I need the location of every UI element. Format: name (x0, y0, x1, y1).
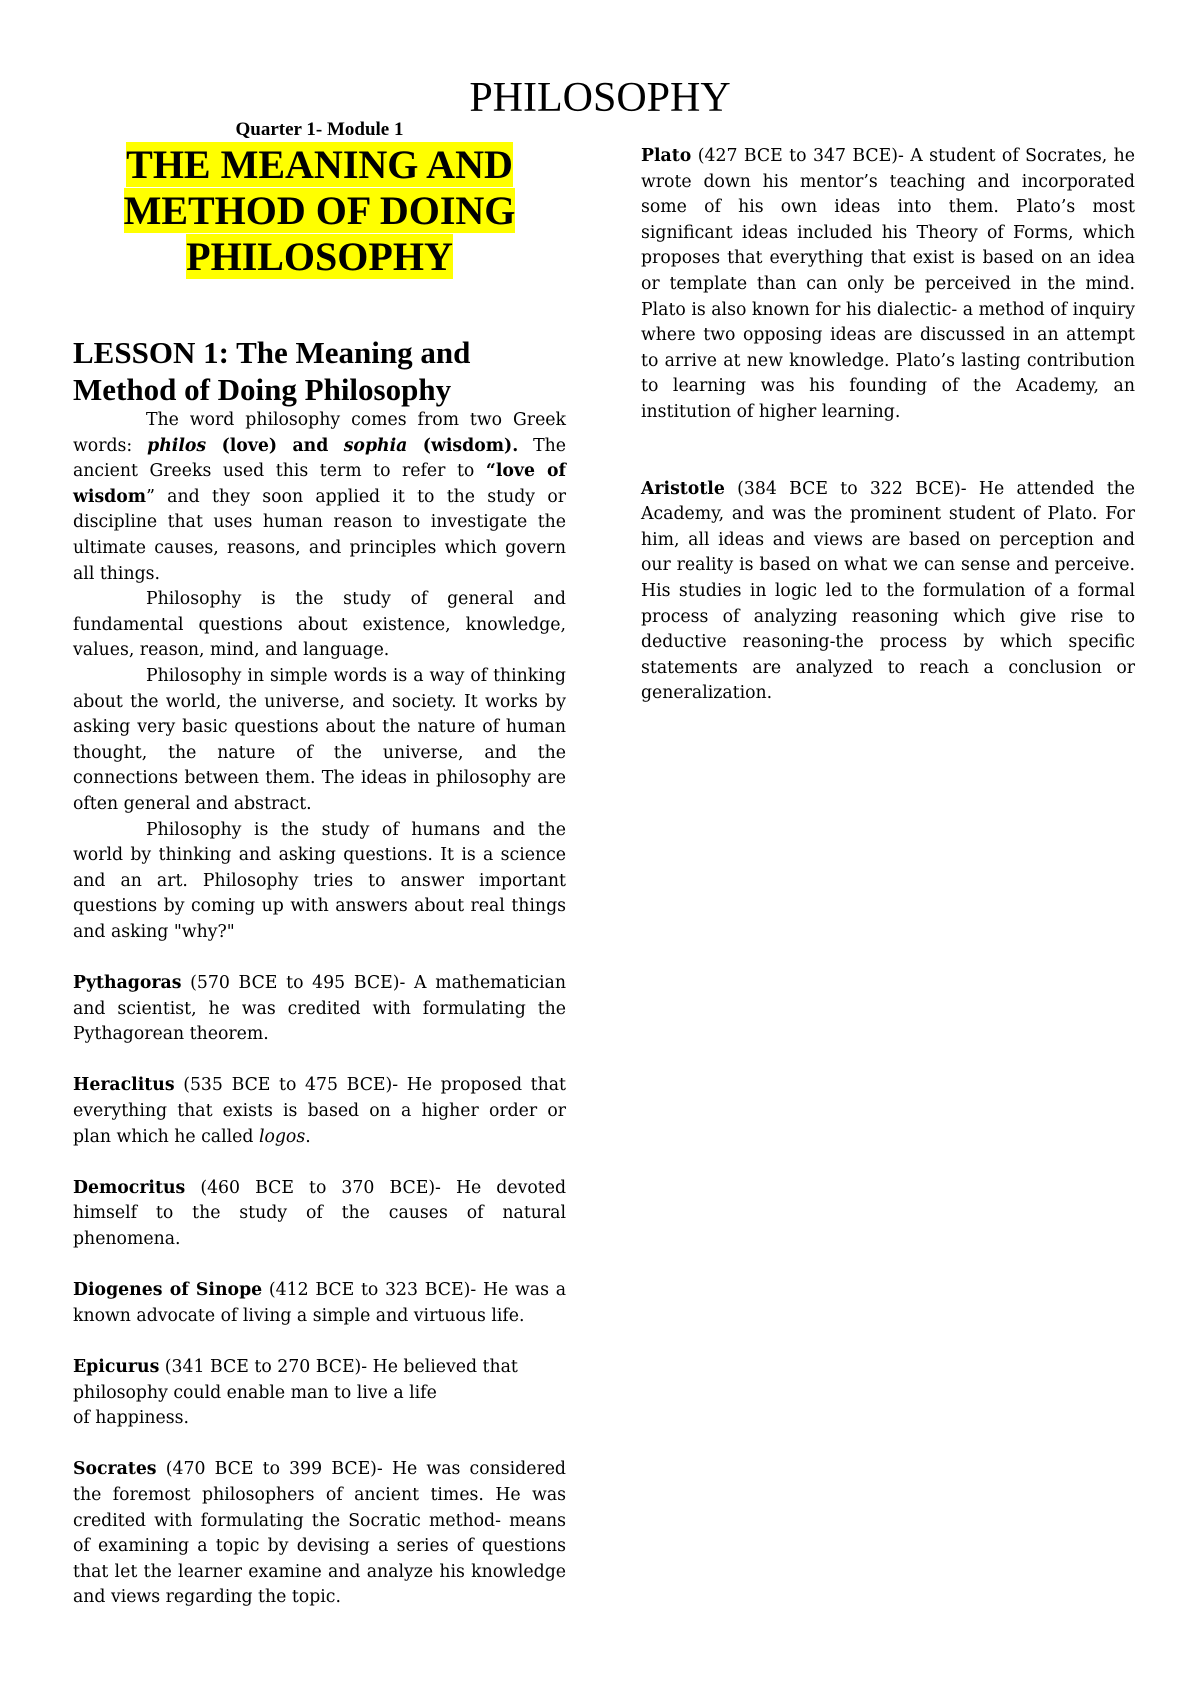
page-title: PHILOSOPHY (469, 75, 731, 121)
lesson-title: LESSON 1: The Meaning and Method of Doing Philosophy (73, 335, 471, 407)
philosopher-entry (73, 1278, 566, 1329)
term-logos: logos (258, 1126, 306, 1147)
philosopher-entry (73, 1073, 566, 1150)
philosopher-description-cont: of happiness. (73, 1408, 189, 1429)
punctuation: . (305, 1126, 311, 1147)
lesson-paragraph: Philosophy is the study of humans and the world by thinking and asking questions. It is a science and an art. Philosophy tries to answer important questions by coming up with answers about real things and asking "why?" (73, 819, 566, 942)
term-wisdom: (wisdom). (407, 435, 519, 456)
left-column (73, 118, 566, 1611)
module-title-line: PHILOSOPHY (186, 234, 453, 279)
philosopher-name: Democritus (73, 1177, 186, 1198)
philosopher-entry (641, 144, 1135, 426)
philosopher-name: Epicurus (73, 1356, 160, 1377)
philosopher-description: (535 BCE to 475 BCE)- He proposed that everything that exists is based on a higher order or plan which he called (73, 1075, 566, 1147)
term-love-of-wisdom: “love of wisdom (73, 461, 566, 507)
philosopher-description: (384 BCE to 322 BCE)- He attended the Academy, and was the prominent student of Plato. For him, all ideas and views are based on perception and our reality is based on what we can sense and perceive. His studies in logic led to the formulation of a formal process of analyzing reasoning which give rise to deductive reasoning-the process by which specific statements are analyzed to reach a conclusion or generalization. (641, 478, 1135, 704)
paragraph-text: The word philosophy comes from two Greek words: (73, 410, 566, 456)
philosopher-entry (73, 1355, 566, 1432)
philosopher-name: Heraclitus (73, 1075, 175, 1096)
philosopher-name: Socrates (73, 1459, 157, 1480)
philosopher-description: (427 BCE to 347 BCE)- A student of Socrates, he wrote down his mentor’s teaching and incorporated some of his own ideas into them. Plato’s most significant ideas included his Theory of Forms, which proposes that everything that exist is based on an idea or template than can only be perceived in the mind. Plato is also known for his dialectic- a method of inquiry where two opposing ideas are discussed in an attempt to arrive at new knowledge. Plato’s lasting contribution to learning was his founding of the Academy, an institution of higher learning. (641, 146, 1135, 422)
paragraph-text: ” and they soon applied it to the study or discipline that uses human reason to investigate the ultimate causes, reasons, and principles which govern all things. (73, 486, 566, 584)
philosopher-description: (470 BCE to 399 BCE)- He was considered the foremost philosophers of ancient times. He was credited with formulating the Socratic method- means of examining a topic by devising a series of questions that let the learner examine and analyze his knowledge and views regarding the topic. (73, 1459, 566, 1608)
philosopher-entry (641, 477, 1135, 707)
philosopher-name: Pythagoras (73, 973, 182, 994)
term-love: (love) and (206, 435, 344, 456)
philosopher-entry (73, 1457, 566, 1611)
right-column (641, 144, 1135, 707)
philosopher-list-left (73, 971, 566, 1611)
module-quarter: Quarter 1- Module 1 (235, 119, 404, 140)
module-title (73, 142, 566, 280)
philosopher-entry (73, 1176, 566, 1253)
philosopher-name: Diogenes of Sinope (73, 1280, 263, 1301)
philosopher-description: (460 BCE to 370 BCE)- He devoted himself to the study of the causes of natural phenomena. (73, 1177, 566, 1249)
lesson-paragraph: Philosophy is the study of general and fundamental questions about existence, knowledge, values, reason, mind, and language. (73, 589, 566, 661)
philosopher-description: (412 BCE to 323 BCE)- He was a known advocate of living a simple and virtuous life. (73, 1280, 566, 1326)
philosopher-name: Plato (641, 146, 692, 166)
philosopher-description: (341 BCE to 270 BCE)- He believed that philosophy could enable man to live a life (73, 1356, 518, 1403)
module-title-line: METHOD OF DOING (123, 188, 516, 233)
module-title-line: THE MEANING AND (126, 142, 513, 187)
paragraph-text: The ancient Greeks used this term to refer to (73, 435, 566, 482)
lesson-paragraph: Philosophy in simple words is a way of thinking about the world, the universe, and society. It works by asking very basic questions about the nature of human thought, the nature of the universe, and the connections between them. The ideas in philosophy are often general and abstract. (73, 665, 566, 814)
philosopher-entry (73, 971, 566, 1048)
philosopher-description: (570 BCE to 495 BCE)- A mathematician and scientist, he was credited with formulating the Pythagorean theorem. (73, 973, 566, 1045)
term-philos: philos (147, 435, 207, 456)
term-sophia: sophia (343, 435, 408, 456)
lesson-paragraph (73, 408, 566, 587)
philosopher-name: Aristotle (641, 478, 725, 499)
